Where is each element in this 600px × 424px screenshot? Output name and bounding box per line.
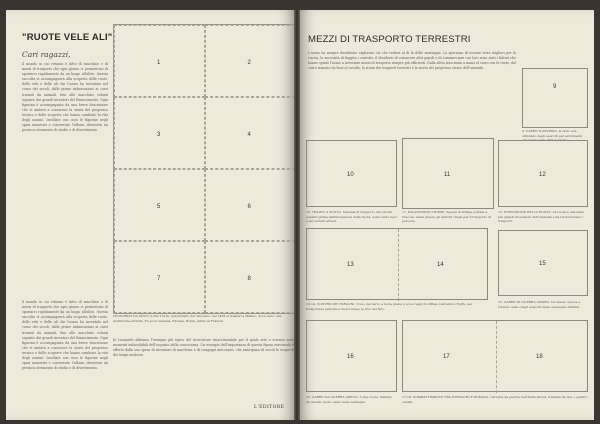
sticker-slot-16[interactable] (306, 320, 397, 392)
slot-number: 12 (539, 172, 546, 178)
caption-16: 16. CARRO DA GUERRA GRECO. A due ruote, trainato da cavalli, molto usato nelle battaglie. (306, 395, 393, 404)
caption-10: 10. TRAINO A SLITTA. Sistema di trasporto dei carichi pesanti prima dell'invenzione della ruota, usato sulle nevi e sui terreni erbosi. (306, 210, 397, 224)
caption-11: 11. PALANCHINO CINESE. Specie di lettiga portata a braccia, usata presso gli antichi cinesi per il trasporto di persone. (402, 210, 491, 224)
sticker-slot-7[interactable] (114, 241, 205, 313)
slot-number: 2 (247, 60, 251, 66)
slot-number: 9 (553, 84, 557, 90)
slot-number: 17 (443, 354, 450, 360)
greeting: Cari ragazzi, (22, 50, 71, 59)
intro-text: il mondo in cui viviamo è fatto di macchine e di mezzi di trasporto che ogni giorno ci permettono di spostarci rapidamente da un luogo all'altro. Questa raccolta vi accompagnerà alla scoperta delle ruote, delle vele e delle ali che l'uomo ha inventato nel corso dei secoli, dalle prime imbarcazioni ai carri trainati da animali, fino alle macchine volanti sognate dai grandi inventori del Rinascimento. Ogni figurina è accompagnata da una breve descrizione che vi aiuterà a conoscere la storia del progresso tecnico e delle scoperte che hanno cambiato la vita degli uomini. Incollate con cura le figurine negli spazi numerati e conservate l'album: diventerà un prezioso strumento di studio e di divertimento. (22, 62, 108, 133)
left-page (6, 10, 294, 420)
caption-17-18: 17-18. COMBATTIMENTO TRA ETRUSCHI E ROMANI. Carretta da guerra nell'Italia antica, trainata da due o quattro cavalli. (402, 395, 588, 404)
caption-15: 15. CARRO DI GUERRA ASSIRO. Un mezzo veloce e robusto usato dagli eserciti nelle campagne militari. (498, 300, 581, 309)
slot-number: 13 (347, 262, 354, 268)
sticker-slot-11[interactable] (402, 138, 494, 209)
caption-13-14: 13-14. CONTRO DEI FARAONI. L'uso del carro a ruote piene e poi a raggi fu diffuso nell'antico Egitto per trasportare persone e merci lungo le rive del Nilo. (306, 302, 473, 311)
slot-number: 4 (247, 132, 251, 138)
slot-number: 16 (347, 354, 354, 360)
sticker-slot-3[interactable] (114, 97, 205, 169)
sticker-slot-4[interactable] (205, 97, 296, 169)
signature: L'EDITORE (254, 405, 285, 410)
sticker-slot-8[interactable] (205, 241, 296, 313)
slot-number: 5 (157, 204, 161, 210)
left-page-title: "RUOTE VELE ALI" (22, 32, 113, 43)
right-page-title: MEZZI DI TRASPORTO TERRESTRI (308, 34, 471, 45)
caption-12: 12. INVENZIONE DELLA RUOTA. La ruota è una delle più grandi invenzioni dell'umanità e ha rivoluzionato i trasporti. (498, 210, 585, 224)
right-page (300, 10, 594, 420)
left-column-text: il mondo in cui viviamo è fatto di macchine e di mezzi di trasporto che ogni giorno ci permettono di spostarci rapidamente da un luogo all'altro. Questa raccolta vi accompagnerà alla scoperta delle ruote, delle vele e delle ali che l'uomo ha inventato nel corso dei secoli, dalle prime imbarcazioni ai carri trainati da animali, fino alle macchine volanti sognate dai grandi inventori del Rinascimento. Ogni figurina è accompagnata da una breve descrizione che vi aiuterà a conoscere la storia del progresso tecnico e delle scoperte che hanno cambiato la vita degli uomini. Incollate con cura le figurine negli spazi numerati e conservate l'album: diventerà un prezioso strumento di studio e di divertimento. (22, 300, 108, 371)
slot-number: 10 (347, 172, 354, 178)
slot-number: 18 (536, 354, 543, 360)
sticker-slot-17-18[interactable] (402, 320, 588, 392)
slot-number: 14 (437, 262, 444, 268)
sticker-slot-2[interactable] (205, 25, 296, 97)
sticker-slot-10[interactable] (306, 140, 397, 207)
slot-number: 6 (247, 204, 251, 210)
sticker-slot-6[interactable] (205, 169, 296, 241)
sticker-grid (113, 24, 296, 314)
slot-number: 7 (157, 276, 161, 282)
slot-number: 1 (157, 60, 161, 66)
slot-number: 8 (247, 276, 251, 282)
right-intro-text: L'uomo ha sempre desiderato esplorare ciò che vedeva al di là delle montagne. La speranza di trovare terre migliori per la caccia, la necessità di fuggire i carestie, il desiderio di conoscere altri popoli e di commerciare con loro sono stati i fattori che hanno spinto l'uomo a inventare mezzi di trasporto sempre più efficienti. Dalla slitta trascinata a mano al carro con le ruote, dal carro trainato da buoi al cavallo, la storia dei trasporti terrestri è la storia del progresso stesso dell'umanità. (308, 51, 516, 71)
sticker-slot-5[interactable] (114, 169, 205, 241)
grid-caption: LEONARDO DA VINCI (1452-1519). Autoritratto del Vinciano, nel 1482 si trasferì a Milano, dove restò una multiforme attività. Fu poi a Venezia, Firenze, Roma, infine in Francia. (113, 314, 282, 323)
slot-number: 11 (444, 172, 451, 178)
sticker-slot-1[interactable] (114, 25, 205, 97)
caption-9: 9. CARRO D'ASSEDIO. Il carro era utilizzato dagli eserciti per avvicinarsi alle mura delle città nemiche. (522, 129, 583, 143)
sticker-slot-9[interactable] (522, 68, 588, 128)
slot-number: 15 (539, 261, 546, 267)
bottom-text: In Leonardo abbiamo l'esempio più tipico del ricercatore rinascimentale per il quale arte e scienza sono momenti indissolubili dell'acquisto della conoscenza. Un esempio dell'importanza di questa figura universale è offerto dalla sua opera di inventore di macchine e di congegni meccanici, che anticipano di secoli le scoperte dei tempi moderni. (113, 338, 294, 358)
sticker-slot-13-14[interactable] (306, 228, 488, 300)
sticker-slot-12[interactable] (498, 140, 588, 207)
sticker-slot-15[interactable] (498, 230, 588, 296)
slot-number: 3 (157, 132, 161, 138)
